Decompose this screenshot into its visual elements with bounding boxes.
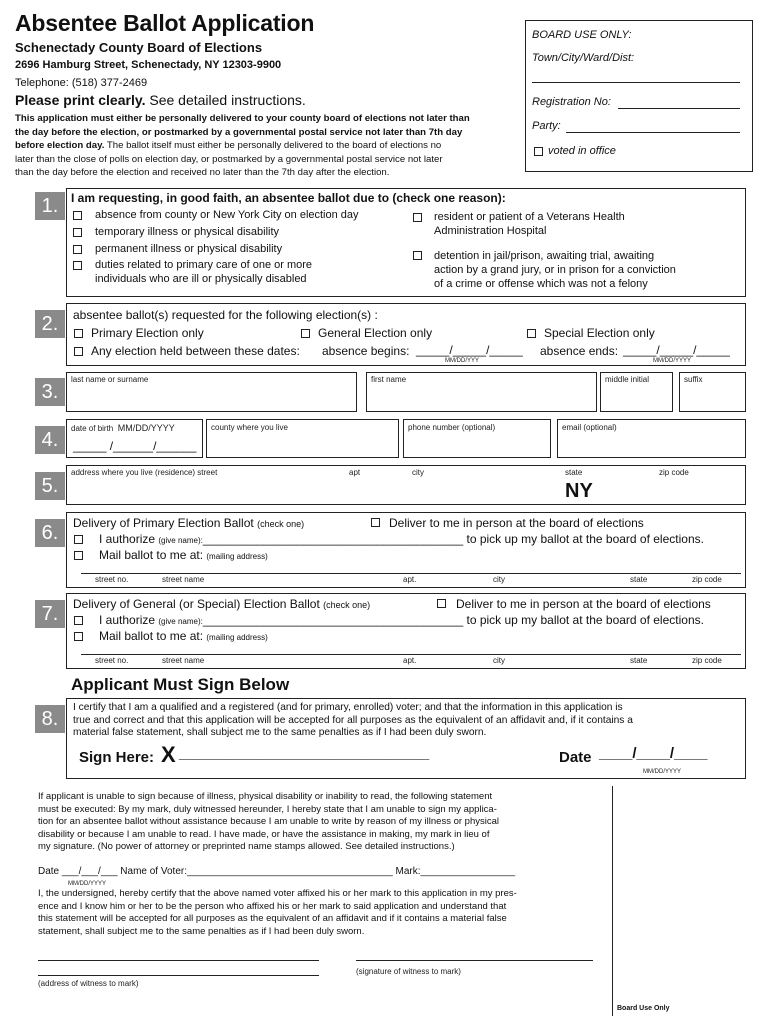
section-7-box — [66, 593, 746, 669]
first-name-field[interactable] — [366, 372, 597, 412]
mark-p1-line-2: must be executed: By my mark, duly witnessed hereunder, I hereby state that I am unable to sign my applica- — [38, 803, 497, 815]
party-line — [566, 132, 740, 133]
special-election-checkbox[interactable] — [527, 329, 536, 338]
residence-state-label: state — [565, 468, 583, 477]
general-state: state — [630, 656, 648, 665]
reason-permanent-checkbox[interactable] — [73, 245, 82, 254]
general-delivery-check-one: (check one) — [323, 600, 371, 610]
reason-permanent: permanent illness or physical disability — [95, 243, 283, 255]
general-mail-address-line[interactable] — [81, 654, 741, 655]
board-use-registration: Registration No: — [532, 96, 611, 108]
general-authorize: I authorize — [99, 613, 156, 627]
mark-p2-line-3: this statement will be accepted for all purposes as the equivalent of an affidavit and if it contains a material false — [38, 913, 507, 924]
sign-date-format: MM/DD/YYYY — [643, 769, 682, 775]
see-instructions: See detailed instructions. — [149, 92, 306, 108]
cert-line-3: material false statement, shall subject me to the same penalties as if I had been duly sworn. — [73, 727, 487, 738]
section-8-number: 8. — [35, 705, 65, 733]
sign-heading: Applicant Must Sign Below — [71, 675, 290, 694]
primary-give-name: (give name): — [158, 536, 203, 545]
cert-line-2: true and correct and that this application will be accepted for all purposes as the equivalent of an affidavit and, if it contains a — [73, 714, 633, 726]
section-7-number: 7. — [35, 600, 65, 628]
primary-authorize-line — [99, 532, 704, 546]
cert-line-1: I certify that I am a qualified and a registered (and for primary, enrolled) voter; and that the information in this application is — [73, 702, 623, 713]
primary-delivery-heading-text: Delivery of Primary Election Ballot — [73, 516, 254, 530]
reason-absence: absence from county or New York City on election day — [95, 209, 359, 221]
board-use-town: Town/City/Ward/Dist: — [532, 52, 635, 64]
mark-p2-line-4: statement, shall subject me to the same penalties as if I had been duly sworn. — [38, 925, 365, 937]
general-delivery-heading-text: Delivery of General (or Special) Election Ballot — [73, 597, 320, 611]
general-mail-line — [99, 629, 268, 643]
witness-certification — [38, 888, 517, 938]
general-authorize-checkbox[interactable] — [74, 616, 83, 625]
general-mailing-address: (mailing address) — [206, 633, 268, 642]
email-field[interactable] — [557, 419, 746, 458]
primary-mail-line — [99, 548, 268, 562]
dob-format: MM/DD/YYYY — [117, 423, 175, 433]
mark-date-name-line[interactable]: Date ___/___/___ Name of Voter:_____________________________________ Mark:_________________ — [38, 866, 516, 877]
residence-apt-label: apt — [349, 468, 361, 477]
general-give-name: (give name): — [158, 617, 203, 626]
section-1-box — [66, 188, 746, 297]
mark-p1-line-5: my signature. (No power of attorney or preprinted name stamps allowed. See detailed instructions.) — [38, 841, 455, 852]
reason-duties-1: duties related to primary care of one or more — [95, 259, 313, 271]
primary-mail: Mail ballot to me at: — [99, 548, 204, 562]
town-line — [532, 82, 740, 83]
general-election: General Election only — [318, 326, 433, 340]
reason-heading: I am requesting, in good faith, an absentee ballot due to (check one reason): — [71, 191, 506, 205]
witness-signature-label: (signature of witness to mark) — [356, 967, 461, 976]
section-2-number: 2. — [35, 310, 65, 338]
print-clearly-line — [15, 92, 306, 108]
last-name-label: last name or surname — [71, 375, 149, 384]
board-use-voted: voted in office — [548, 145, 616, 157]
primary-street-name: street name — [162, 575, 205, 584]
primary-delivery-check-one: (check one) — [257, 519, 305, 529]
residence-street-label: address where you live (residence) street — [71, 468, 218, 477]
notice-line-4: later than the close of polls on election day, or postmarked by a governmental postal service not later — [15, 153, 443, 165]
primary-mailing-address: (mailing address) — [206, 552, 268, 561]
section-5-number: 5. — [35, 472, 65, 500]
reason-detention-1: detention in jail/prison, awaiting trial, awaiting — [434, 250, 655, 262]
primary-delivery-heading — [73, 516, 304, 530]
notice-line-3 — [15, 139, 515, 153]
primary-apt: apt. — [403, 575, 417, 584]
witness-signature-line[interactable] — [356, 960, 593, 961]
phone-field[interactable] — [403, 419, 551, 458]
absence-ends-label: absence ends: — [540, 344, 619, 358]
residence-city-label: city — [412, 468, 424, 477]
primary-deliver-in-person-checkbox[interactable] — [371, 518, 380, 527]
form-title: Absentee Ballot Application — [15, 10, 315, 36]
primary-mail-checkbox[interactable] — [74, 551, 83, 560]
absence-begins-field[interactable]: _____/_____/_____ — [416, 343, 523, 357]
primary-pickup: to pick up my ballot at the board of elections. — [466, 532, 704, 546]
mark-date-format: MM/DD/YYYY — [68, 881, 107, 887]
primary-authorize-blank[interactable]: _______________________________________ — [202, 532, 464, 546]
reason-detention-checkbox[interactable] — [413, 251, 422, 260]
reason-temporary: temporary illness or physical disability — [95, 226, 280, 238]
email-label: email (optional) — [562, 423, 617, 432]
primary-authorize: I authorize — [99, 532, 156, 546]
board-telephone: Telephone: (518) 377-2469 — [15, 77, 148, 89]
primary-election-checkbox[interactable] — [74, 329, 83, 338]
notice-line-5: than the day before the election and received no later than the 7th day after the election. — [15, 167, 390, 178]
sign-date-label: Date — [559, 749, 592, 766]
registration-line — [618, 108, 740, 109]
mark-p1-line-1: If applicant is unable to sign because of illness, physical disability or inability to read, the following statement — [38, 791, 493, 802]
middle-initial-label: middle initial — [605, 375, 650, 384]
residence-zip-label: zip code — [659, 468, 689, 477]
phone-label: phone number (optional) — [408, 423, 496, 432]
sign-here-label: Sign Here: — [79, 749, 155, 766]
board-use-only-footer: Board Use Only — [617, 1005, 670, 1012]
general-mail: Mail ballot to me at: — [99, 629, 204, 643]
witness-address-line-1[interactable] — [38, 960, 319, 961]
general-pickup: to pick up my ballot at the board of elections. — [466, 613, 704, 627]
general-delivery-heading — [73, 597, 370, 611]
reason-temporary-checkbox[interactable] — [73, 228, 82, 237]
general-authorize-blank[interactable]: _______________________________________ — [202, 613, 464, 627]
dob-label — [71, 423, 175, 433]
residence-address-field[interactable] — [66, 465, 746, 505]
dob-label-text: date of birth — [71, 424, 114, 433]
suffix-field[interactable] — [679, 372, 746, 412]
general-street-no: street no. — [95, 656, 129, 665]
notice-bold-3: before election day. — [15, 140, 105, 151]
delivery-notice — [15, 112, 515, 180]
general-authorize-line — [99, 613, 704, 627]
sign-x: X — [161, 742, 176, 767]
absence-begins-format: MM/DD/YYY — [445, 358, 480, 364]
general-zip: zip code — [692, 656, 722, 665]
reason-duties-checkbox[interactable] — [73, 261, 82, 270]
primary-mail-address-line[interactable] — [81, 573, 741, 574]
suffix-label: suffix — [684, 375, 703, 384]
sign-date-field[interactable]: ____/____/____ — [599, 745, 708, 762]
absence-ends-field[interactable]: _____/_____/_____ — [623, 343, 730, 357]
notice-line-1: This application must either be personally delivered to your county board of elections not later than — [15, 113, 470, 124]
any-election: Any election held between these dates: — [91, 344, 300, 358]
board-use-party: Party: — [532, 120, 561, 132]
notice-line-2: the day before the election, or postmarked by a governmental postal service not later than 7th day — [15, 126, 463, 138]
board-use-divider — [612, 786, 613, 1016]
primary-authorize-checkbox[interactable] — [74, 535, 83, 544]
primary-zip: zip code — [692, 575, 722, 584]
general-apt: apt. — [403, 656, 417, 665]
section-3-number: 3. — [35, 378, 65, 406]
special-election: Special Election only — [544, 326, 655, 340]
notice-rest-3: The ballot itself must either be personally delivered to the board of elections no — [106, 140, 442, 151]
section-6-number: 6. — [35, 519, 65, 547]
general-street-name: street name — [162, 656, 205, 665]
mark-p2-line-1: I, the undersigned, hereby certify that the above named voter affixed his or her mark to this application in my pres- — [38, 888, 517, 899]
certification-text — [73, 702, 633, 740]
board-use-box — [525, 20, 753, 172]
reason-veterans-2: Administration Hospital — [434, 225, 547, 237]
election-heading: absentee ballot(s) requested for the following election(s) : — [73, 308, 378, 322]
section-1-number: 1. — [35, 192, 65, 220]
reason-veterans-checkbox[interactable] — [413, 213, 422, 222]
general-mail-checkbox[interactable] — [74, 632, 83, 641]
county-label: county where you live — [211, 423, 288, 432]
mark-p2-line-2: ence and I know him or her to be the person who affixed his or her mark to said application and understand that — [38, 900, 507, 912]
general-election-checkbox[interactable] — [301, 329, 310, 338]
primary-city: city — [493, 575, 505, 584]
last-name-field[interactable] — [66, 372, 357, 412]
reason-veterans-1: resident or patient of a Veterans Health — [434, 211, 625, 223]
mark-statement — [38, 791, 499, 854]
general-deliver-in-person: Deliver to me in person at the board of elections — [456, 597, 711, 611]
dob-blank: _____ /______/______ — [73, 439, 197, 453]
board-use-title: BOARD USE ONLY: — [532, 29, 632, 41]
primary-state: state — [630, 575, 648, 584]
voted-checkbox[interactable] — [534, 147, 543, 156]
mark-p1-line-4: disability or because I am unable to read. I have made, or have the assistance in making, my mark in lieu of — [38, 828, 490, 840]
board-name: Schenectady County Board of Elections — [15, 40, 263, 55]
general-deliver-in-person-checkbox[interactable] — [437, 599, 446, 608]
primary-deliver-in-person: Deliver to me in person at the board of elections — [389, 516, 644, 530]
board-address: 2696 Hamburg Street, Schenectady, NY 12303-9900 — [15, 59, 282, 71]
primary-street-no: street no. — [95, 575, 129, 584]
signature-line[interactable]: ______________________________ — [179, 745, 430, 762]
residence-state-value: NY — [565, 480, 593, 502]
first-name-label: first name — [371, 375, 407, 384]
general-city: city — [493, 656, 505, 665]
reason-absence-checkbox[interactable] — [73, 211, 82, 220]
print-clearly: Please print clearly. — [15, 92, 146, 108]
absence-begins-label: absence begins: — [322, 344, 410, 358]
dob-field[interactable] — [66, 419, 203, 458]
any-election-checkbox[interactable] — [74, 347, 83, 356]
witness-address-line-2[interactable] — [38, 975, 319, 976]
section-8-box — [66, 698, 746, 779]
county-field[interactable] — [206, 419, 399, 458]
absence-ends-format: MM/DD/YYYY — [653, 358, 692, 364]
section-4-number: 4. — [35, 426, 65, 454]
mark-p1-line-3: tion for an absentee ballot without assistance because I am unable to write by reason of my illness or physical — [38, 816, 500, 827]
reason-detention-3: of a crime or offense which was not a felony — [434, 278, 648, 290]
section-2-box — [66, 303, 746, 366]
middle-initial-field[interactable] — [600, 372, 673, 412]
witness-address-label: (address of witness to mark) — [38, 979, 139, 988]
reason-duties-2: individuals who are ill or physically disabled — [95, 273, 307, 285]
primary-election: Primary Election only — [91, 326, 204, 340]
reason-detention-2: action by a grand jury, or in prison for a conviction — [434, 264, 676, 276]
section-6-box — [66, 512, 746, 588]
